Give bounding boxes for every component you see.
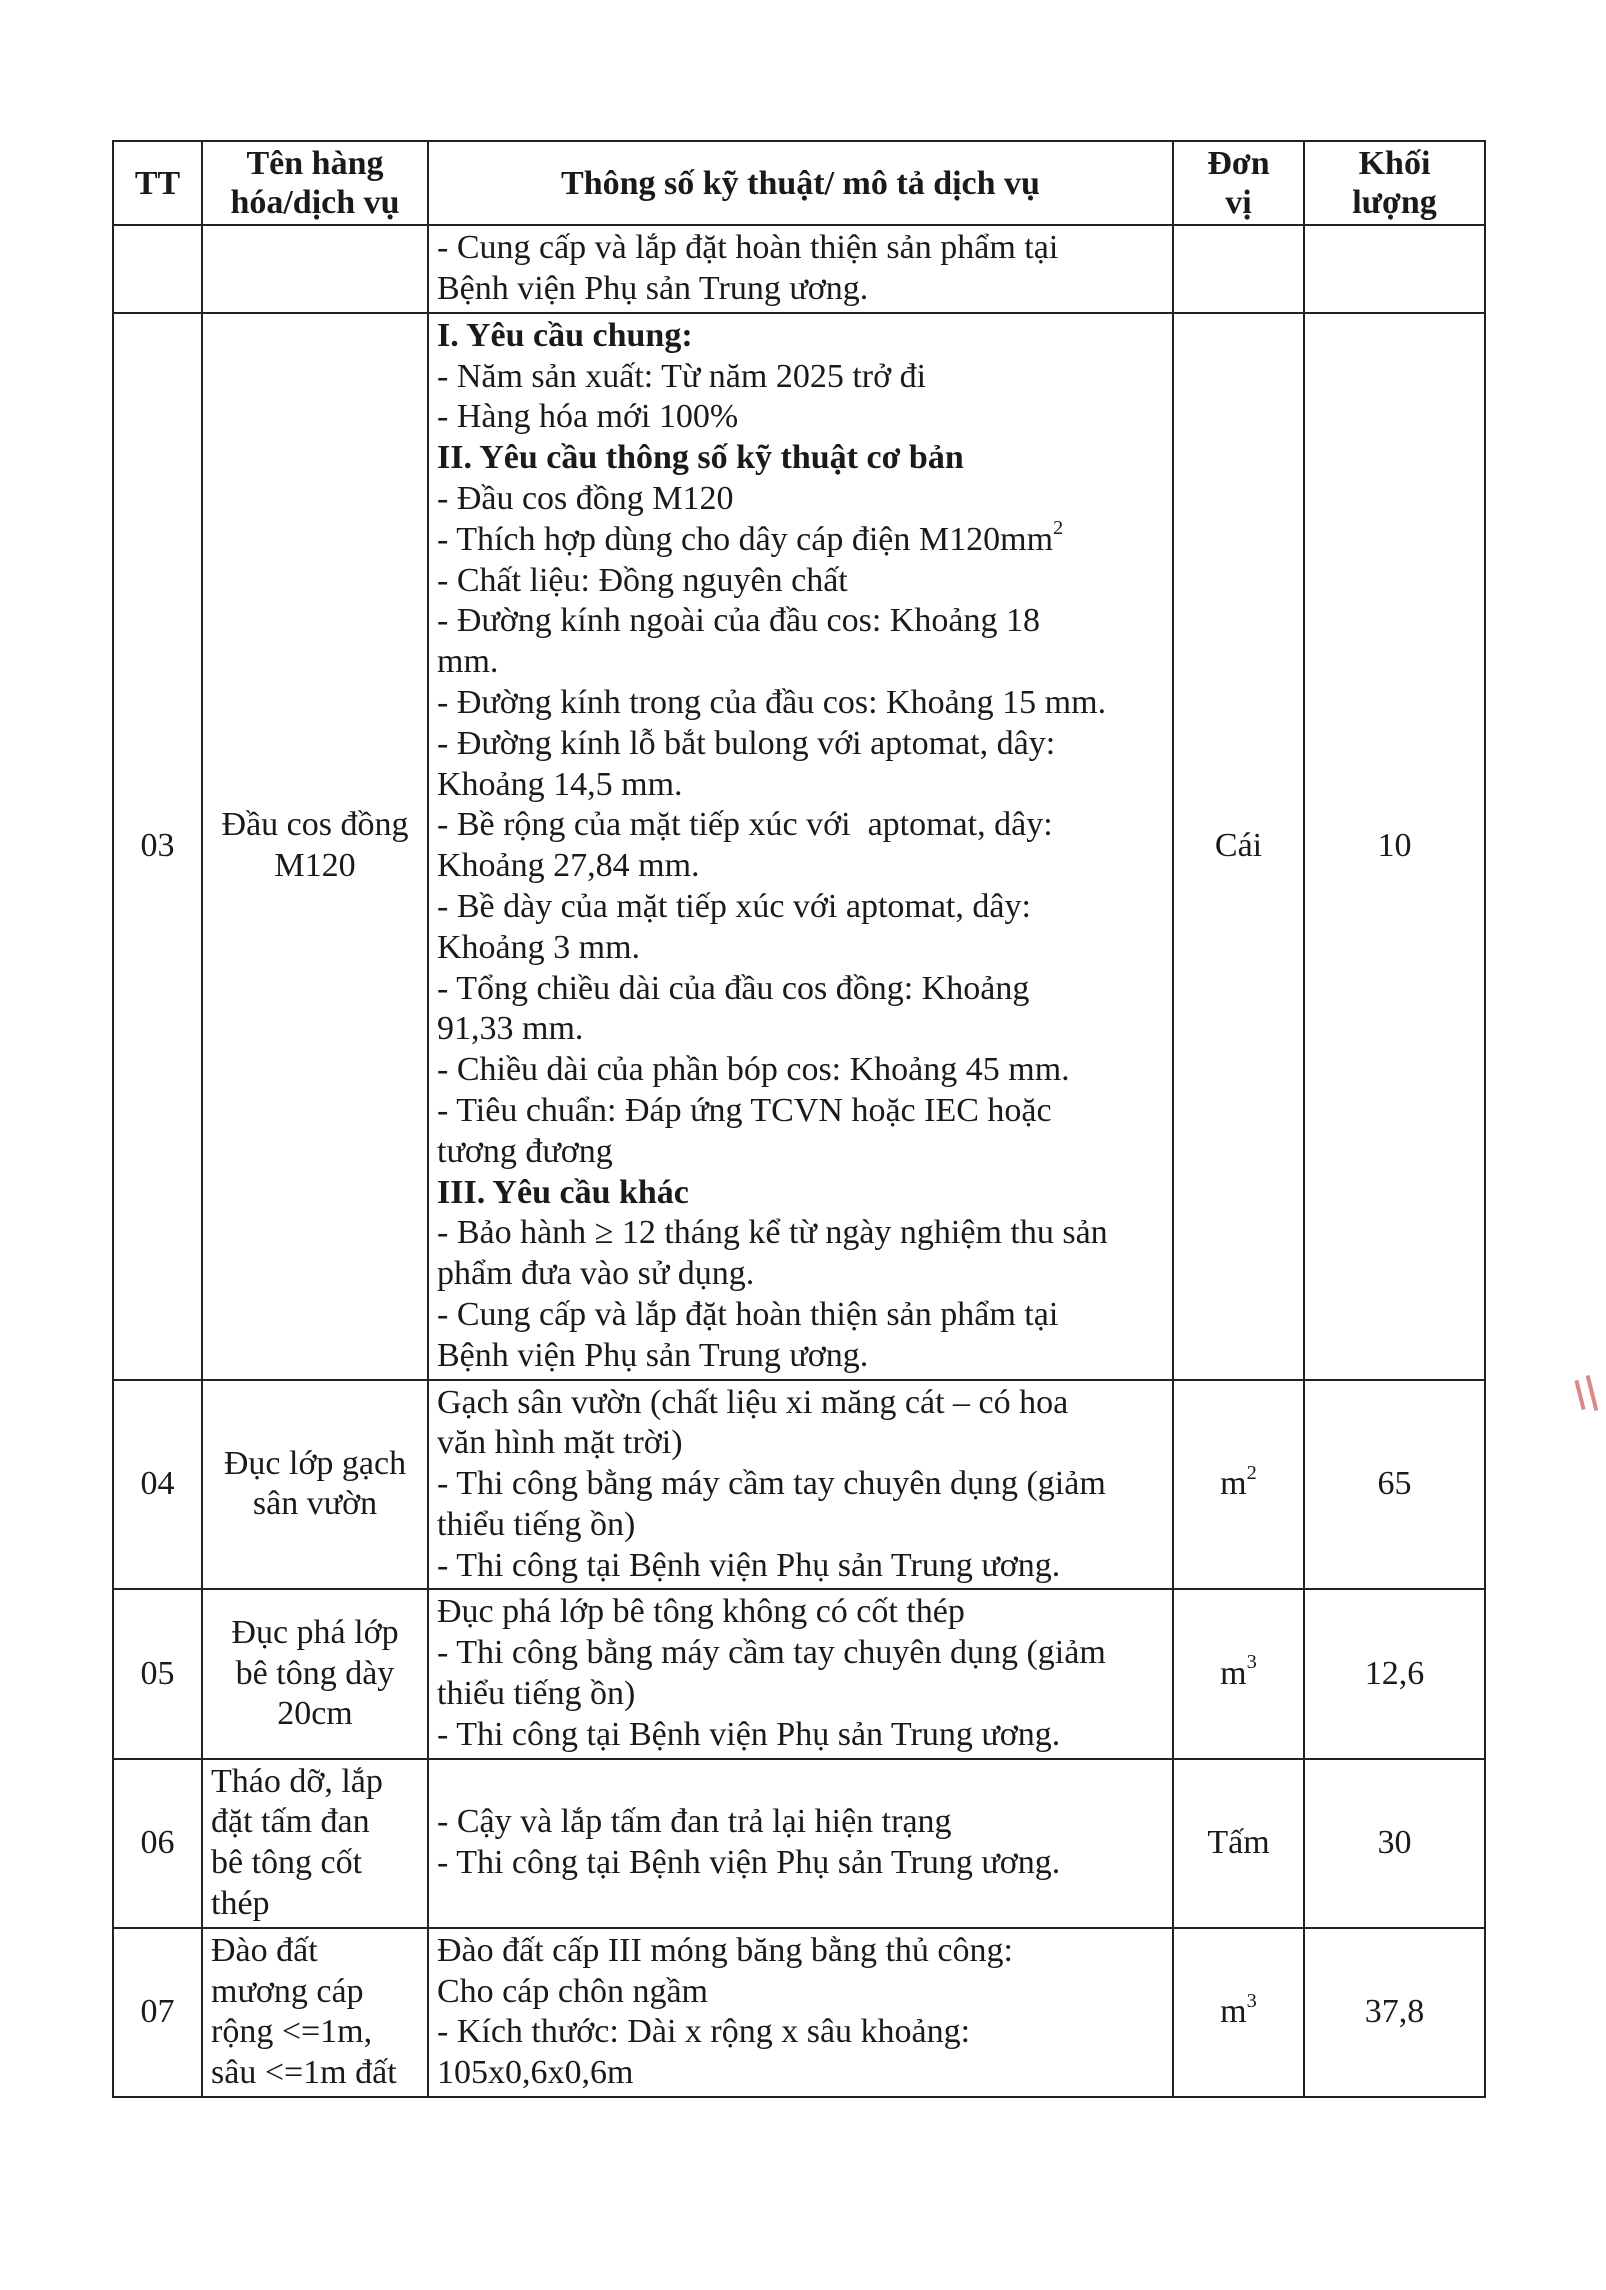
header-quantity-line: Khối (1358, 145, 1431, 182)
spec-line: Khoảng 14,5 mm. (437, 765, 683, 803)
item-name-line: Đào đất (211, 1931, 318, 1969)
spec-line: - Bề dày của mặt tiếp xúc với aptomat, dây: (437, 887, 1031, 925)
cell-spec (428, 1928, 1173, 2097)
item-name-line: Tháo dỡ, lắp (211, 1762, 383, 1800)
spec-line: văn hình mặt trời) (437, 1424, 683, 1462)
cell-tt: 04 (113, 1380, 202, 1590)
cell-unit: Cái (1173, 313, 1304, 1380)
item-name-line: M120 (274, 847, 356, 885)
spec-line: - Kích thước: Dài x rộng x sâu khoảng: (437, 2013, 971, 2051)
table-row-05 (113, 1589, 1485, 1758)
spec-line: Bệnh viện Phụ sản Trung ương. (437, 1336, 869, 1374)
header-unit-line: vị (1225, 184, 1252, 222)
item-name-line: sâu <=1m đất (211, 2054, 397, 2092)
item-name-line: Đục lớp gạch (223, 1444, 407, 1482)
item-name-line: sân vườn (252, 1485, 378, 1523)
cell-spec (428, 313, 1173, 1380)
spec-line: - Cung cấp và lắp đặt hoàn thiện sản phẩm tại (437, 1295, 1059, 1333)
cell-quantity: 10 (1304, 313, 1485, 1380)
cell-quantity: 65 (1304, 1380, 1485, 1590)
spec-line: Bệnh viện Phụ sản Trung ương. (437, 269, 869, 307)
cell-item-name (202, 1928, 428, 2097)
spec-line: - Đường kính ngoài của đầu cos: Khoảng 18 (437, 602, 1040, 640)
spec-line: - Thi công tại Bệnh viện Phụ sản Trung ương. (437, 1715, 1061, 1753)
spec-line: 105x0,6x0,6m (437, 2054, 634, 2092)
table-row-04 (113, 1380, 1485, 1590)
cell-item-name (202, 1380, 428, 1590)
cell-item-name (202, 1589, 428, 1758)
spec-line: tương đương (437, 1132, 613, 1170)
superscript: 3 (1246, 1651, 1257, 1674)
cell-quantity: 12,6 (1304, 1589, 1485, 1758)
spec-line: - Cung cấp và lắp đặt hoàn thiện sản phẩm tại (437, 229, 1059, 267)
cell-spec (428, 1589, 1173, 1758)
spec-heading: I. Yêu cầu chung: (437, 316, 693, 354)
item-name-line: thép (211, 1885, 270, 1923)
header-quantity (1304, 141, 1485, 225)
item-name-line: đặt tấm đan (211, 1803, 370, 1841)
spec-line: - Thi công bằng máy cầm tay chuyên dụng (giảm (437, 1465, 1106, 1503)
spec-line-text: - Thích hợp dùng cho dây cáp điện M120mm (437, 520, 1054, 558)
header-item-name-line: Tên hàng (246, 145, 384, 182)
cell-spec (428, 1380, 1173, 1590)
spec-line: thiểu tiếng ồn) (437, 1675, 636, 1713)
header-spec: Thông số kỹ thuật/ mô tả dịch vụ (428, 141, 1173, 225)
header-tt: TT (113, 141, 202, 225)
table-header-row (113, 141, 1485, 225)
red-pen-mark (1586, 1375, 1599, 1411)
spec-line: - Hàng hóa mới 100% (437, 398, 739, 436)
superscript: 2 (1053, 517, 1064, 540)
table-row-06 (113, 1759, 1485, 1928)
cell-tt: 07 (113, 1928, 202, 2097)
superscript: 3 (1246, 1989, 1257, 2012)
item-name-line: Đục phá lớp (231, 1613, 399, 1651)
spec-heading: II. Yêu cầu thông số kỹ thuật cơ bản (437, 439, 964, 477)
spec-line: Đục phá lớp bê tông không có cốt thép (437, 1593, 965, 1631)
header-quantity-line: lượng (1352, 184, 1437, 222)
cell-unit (1173, 1928, 1304, 2097)
spec-line: - Bảo hành ≥ 12 tháng kể từ ngày nghiệm thu sản (437, 1214, 1108, 1252)
cell-spec (428, 225, 1173, 313)
cell-item-name (202, 1759, 428, 1928)
table-row-continued (113, 225, 1485, 313)
spec-line: 91,33 mm. (437, 1010, 584, 1048)
cell-spec (428, 1759, 1173, 1928)
item-name-line: bê tông dày (235, 1654, 395, 1692)
spec-line: Khoảng 27,84 mm. (437, 847, 700, 885)
spec-line: - Thi công tại Bệnh viện Phụ sản Trung ương. (437, 1546, 1061, 1584)
spec-line: - Tổng chiều dài của đầu cos đồng: Khoảng (437, 969, 1030, 1007)
header-item-name (202, 141, 428, 225)
spec-line: mm. (437, 643, 499, 681)
cell-unit: Tấm (1173, 1759, 1304, 1928)
spec-line: Đào đất cấp III móng băng bằng thủ công: (437, 1931, 1013, 1969)
red-pen-mark (1574, 1380, 1585, 1410)
spec-line: - Tiêu chuẩn: Đáp ứng TCVN hoặc IEC hoặc (437, 1091, 1052, 1129)
spec-line (437, 517, 1164, 561)
spec-heading: III. Yêu cầu khác (437, 1173, 689, 1211)
cell-tt: 06 (113, 1759, 202, 1928)
spec-line: Cho cáp chôn ngầm (437, 1972, 708, 2010)
spec-line: Gạch sân vườn (chất liệu xi măng cát – có hoa (437, 1383, 1069, 1421)
cell-tt: 05 (113, 1589, 202, 1758)
header-item-name-line: hóa/dịch vụ (230, 184, 400, 222)
cell-quantity: 37,8 (1304, 1928, 1485, 2097)
spec-line: - Thi công tại Bệnh viện Phụ sản Trung ương. (437, 1844, 1061, 1882)
cell-item-name (202, 313, 428, 1380)
unit-text: m (1220, 1465, 1247, 1503)
cell-tt: 03 (113, 313, 202, 1380)
cell-quantity (1304, 225, 1485, 313)
item-name-line: rộng <=1m, (211, 2013, 373, 2051)
specification-table (112, 140, 1486, 2098)
spec-line: - Chất liệu: Đồng nguyên chất (437, 561, 848, 599)
cell-unit (1173, 1380, 1304, 1590)
unit-text: m (1220, 1654, 1247, 1692)
table-row-03 (113, 313, 1485, 1380)
cell-unit (1173, 225, 1304, 313)
spec-line: - Cậy và lắp tấm đan trả lại hiện trạng (437, 1803, 952, 1841)
item-name-line: bê tông cốt (211, 1844, 363, 1882)
cell-unit (1173, 1589, 1304, 1758)
spec-line: - Năm sản xuất: Từ năm 2025 trở đi (437, 357, 927, 395)
item-name-line: 20cm (277, 1695, 353, 1733)
item-name-line: Đầu cos đồng (221, 806, 409, 844)
table-row-07 (113, 1928, 1485, 2097)
spec-line: - Đầu cos đồng M120 (437, 479, 734, 517)
cell-item-name (202, 225, 428, 313)
spec-line: Khoảng 3 mm. (437, 928, 641, 966)
cell-quantity: 30 (1304, 1759, 1485, 1928)
spec-line: - Đường kính trong của đầu cos: Khoảng 15 mm. (437, 683, 1107, 721)
superscript: 2 (1246, 1461, 1257, 1484)
spec-line: thiểu tiếng ồn) (437, 1505, 636, 1543)
cell-tt (113, 225, 202, 313)
spec-line: phẩm đưa vào sử dụng. (437, 1255, 755, 1293)
spec-line: - Bề rộng của mặt tiếp xúc với aptomat, dây: (437, 806, 1053, 844)
unit-text: m (1220, 1993, 1247, 2031)
spec-line: - Chiều dài của phần bóp cos: Khoảng 45 mm. (437, 1051, 1070, 1089)
spec-line: - Đường kính lỗ bắt bulong với aptomat, dây: (437, 724, 1056, 762)
header-unit (1173, 141, 1304, 225)
header-unit-line: Đơn (1207, 145, 1270, 182)
spec-line: - Thi công bằng máy cầm tay chuyên dụng (giảm (437, 1634, 1106, 1672)
item-name-line: mương cáp (211, 1972, 364, 2010)
